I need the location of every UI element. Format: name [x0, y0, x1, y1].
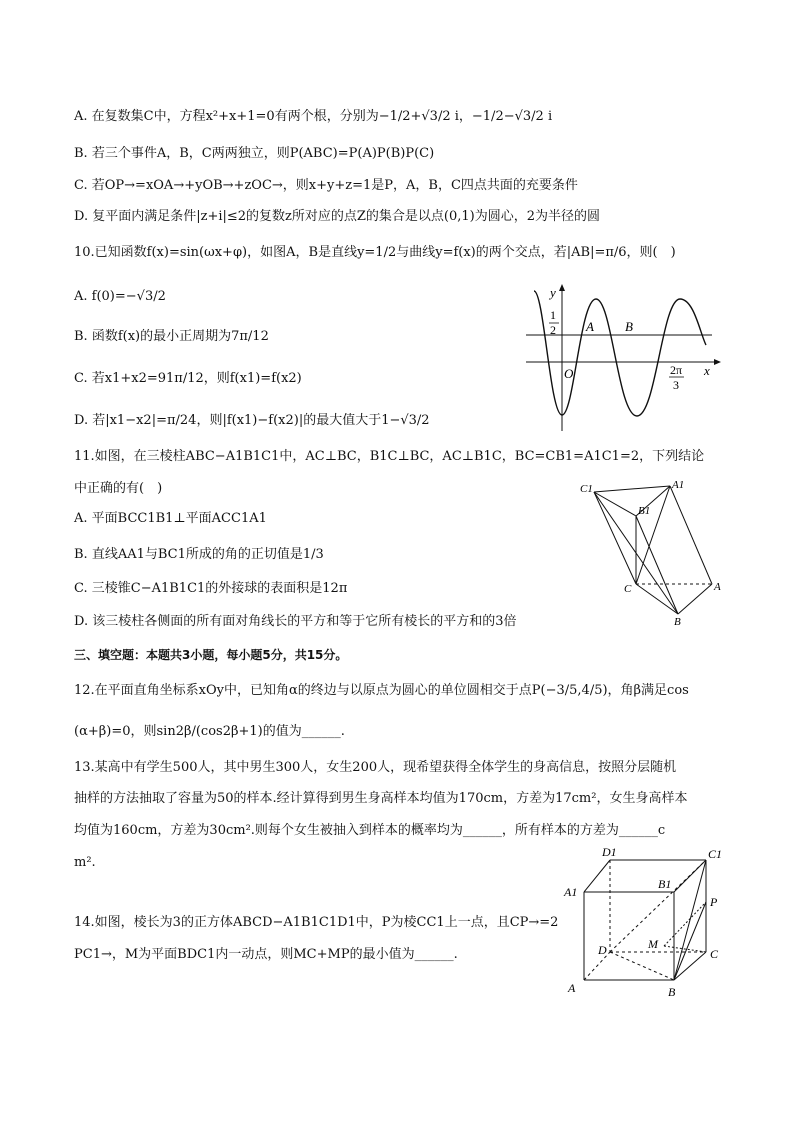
- label-b: B: [674, 616, 681, 626]
- q11-option-c: C. 三棱锥C−A1B1C1的外接球的表面积是12π: [74, 581, 348, 596]
- q14-line1: 14.如图，棱长为3的正方体ABCD−A1B1C1D1中，P为棱CC1上一点，且CP→=2: [74, 915, 559, 930]
- q14-line2: PC1→，M为平面BDC1内一动点，则MC+MP的最小值为______.: [74, 947, 458, 962]
- q10-option-d: D. 若|x1−x2|=π/24，则|f(x1)−f(x2)|的最大值大于1−√3/2: [74, 413, 430, 428]
- q13-line4: m².: [74, 855, 96, 870]
- label-m: M: [648, 937, 658, 951]
- label-b1: B1: [658, 877, 672, 891]
- label-a: A: [568, 981, 576, 995]
- point-b-label: B: [625, 319, 633, 334]
- label-c1: C1: [580, 483, 593, 495]
- sine-curve: [534, 291, 706, 416]
- q13-line1: 13.某高中有学生500人，其中男生300人，女生200人，现希望获得全体学生的身高信息，按照分层随机: [74, 760, 677, 775]
- q9-option-c: C. 若OP→=xOA→+yOB→+zOC→，则x+y+z=1是P，A，B，C四点共面的充要条件: [74, 178, 578, 193]
- point-a-label: A: [586, 319, 594, 334]
- half-denominator: 2: [550, 323, 556, 337]
- origin-label: O: [564, 366, 574, 381]
- x-label: x: [704, 363, 710, 378]
- label-d: D: [598, 943, 607, 957]
- label-c: C: [710, 947, 719, 961]
- q11-option-a: A. 平面BCC1B1⊥平面ACC1A1: [74, 511, 267, 526]
- y-label: y: [550, 285, 556, 300]
- q11-option-d: D. 该三棱柱各侧面的所有面对角线长的平方和等于它所有棱长的平方和的3倍: [74, 614, 517, 629]
- q9-option-a: A. 在复数集C中，方程x²+x+1=0有两个根，分别为−1/2+√3/2 i，−1/2−√3/2 i: [74, 109, 553, 124]
- label-b1: B1: [638, 505, 651, 517]
- label-a1: A1: [672, 479, 685, 491]
- label-c1: C1: [708, 847, 723, 861]
- q11-option-b: B. 直线AA1与BC1所成的角的正切值是1/3: [74, 547, 324, 562]
- q10-sine-graph: [522, 283, 722, 433]
- q12-line2: (α+β)=0，则sin2β/(cos2β+1)的值为______.: [74, 724, 345, 739]
- section-3-header: 三、填空题：本题共3小题，每小题5分，共15分。: [74, 648, 348, 662]
- x-axis-arrow: [714, 359, 721, 365]
- q13-line2: 抽样的方法抽取了容量为50的样本.经计算得到男生身高样本均值为170cm，方差为17cm²，女生身高样本: [74, 791, 688, 806]
- q11-stem-line1: 11.如图，在三棱柱ABC−A1B1C1中，AC⊥BC，B1C⊥BC，AC⊥B1C，BC=CB1=A1C1=2，下列结论: [74, 449, 705, 464]
- label-p: P: [710, 895, 718, 909]
- q10-stem: 10.已知函数f(x)=sin(ωx+φ)，如图A，B是直线y=1/2与曲线y=f(x)的两个交点，若|AB|=π/6，则( ): [74, 245, 676, 260]
- q11-prism-figure: [574, 476, 734, 626]
- q10-option-b: B. 函数f(x)的最小正周期为7π/12: [74, 329, 269, 344]
- tick-numerator: 2π: [670, 363, 683, 377]
- label-c: C: [624, 583, 632, 595]
- q10-option-a: A. f(0)=−√3/2: [74, 289, 166, 304]
- q9-option-d: D. 复平面内满足条件|z+i|≤2的复数z所对应的点Z的集合是以点(0,1)为圆心，2为半径的圆: [74, 209, 601, 224]
- label-b: B: [668, 985, 676, 999]
- tick-denominator: 3: [673, 378, 679, 392]
- label-d1: D1: [602, 845, 617, 859]
- q13-line3: 均值为160cm，方差为30cm².则每个女生被抽入到样本的概率均为______，所有样本的方差为______c: [74, 823, 666, 838]
- y-axis-arrow: [559, 284, 565, 291]
- q9-option-b: B. 若三个事件A，B，C两两独立，则P(ABC)=P(A)P(B)P(C): [74, 146, 435, 161]
- q10-option-c: C. 若x1+x2=91π/12，则f(x1)=f(x2): [74, 371, 302, 386]
- q11-stem-line2: 中正确的有( ): [74, 481, 163, 496]
- q14-cube-figure: [560, 840, 740, 1000]
- label-a1: A1: [564, 885, 578, 899]
- half-numerator: 1: [550, 308, 556, 322]
- label-a: A: [714, 581, 721, 593]
- q12-line1: 12.在平面直角坐标系xOy中，已知角α的终边与以原点为圆心的单位圆相交于点P(−3/5,4/5)，角β满足cos: [74, 683, 689, 698]
